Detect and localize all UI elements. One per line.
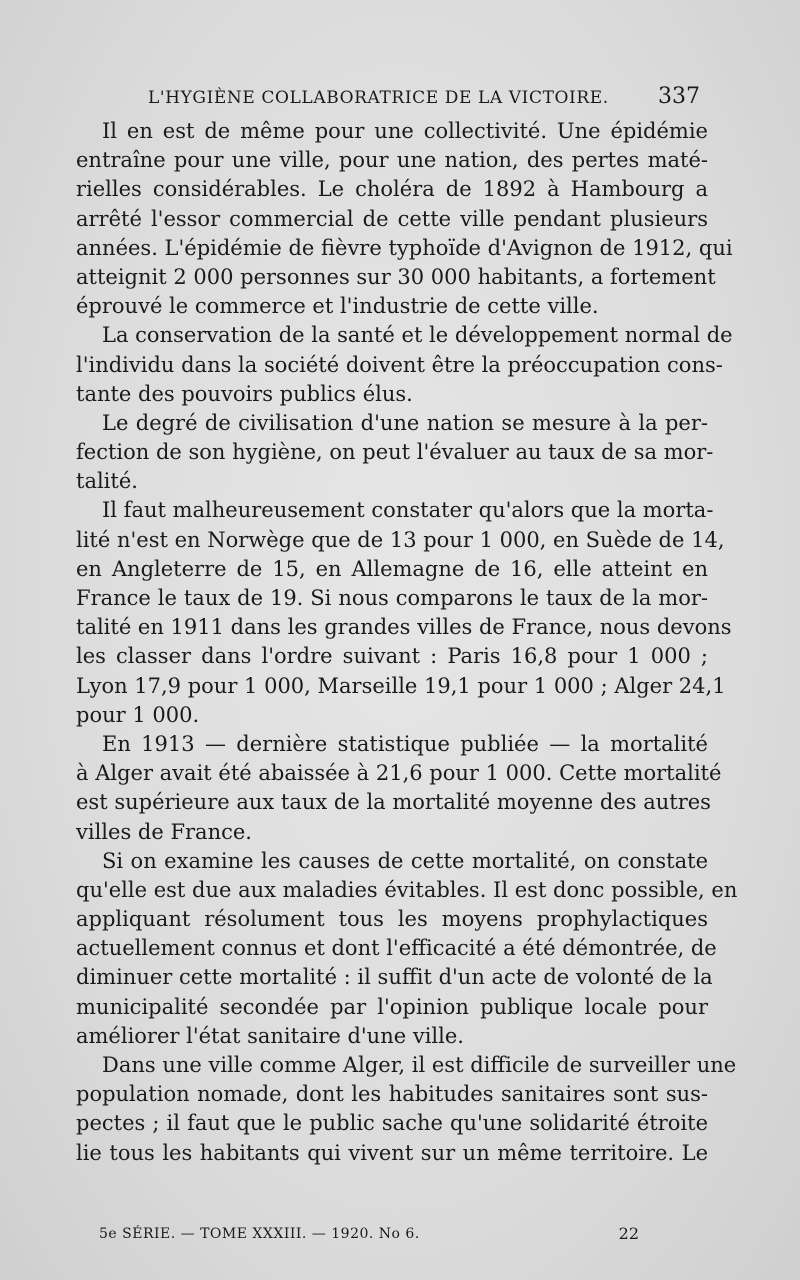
text-line: à Alger avait été abaissée à 21,6 pour 1 000. Cette mortalité xyxy=(76,761,722,786)
text-line: Lyon 17,9 pour 1 000, Marseille 19,1 pour 1 000 ; Alger 24,1 xyxy=(76,673,726,698)
text-line: Le degré de civilisation d'une nation se mesure à la per- xyxy=(102,410,708,435)
text-line: municipalité secondée par l'opinion publique locale pour xyxy=(76,994,708,1019)
text-line: actuellement connus et dont l'efficacité a été démontrée, de xyxy=(76,936,717,961)
text-line: Il en est de même pour une collectivité. Une épidémie xyxy=(102,119,708,143)
text-line: population nomade, dont les habitudes sanitaires sont sus- xyxy=(76,1082,708,1107)
text-line: pectes ; il faut que le public sache qu'une solidarité étroite xyxy=(76,1111,708,1136)
page-number: 337 xyxy=(658,84,700,109)
text-line: arrêté l'essor commercial de cette ville pendant plusieurs xyxy=(76,206,708,231)
text-line: pour 1 000. xyxy=(76,702,200,727)
text-line: En 1913 — dernière statistique publiée — la mortalité xyxy=(102,731,708,756)
text-line: entraîne pour une ville, pour une nation, des pertes maté- xyxy=(76,148,708,173)
text-line: rielles considérables. Le choléra de 1892 à Hambourg a xyxy=(76,177,708,202)
footer xyxy=(99,1224,639,1248)
text-line: Dans une ville comme Alger, il est difficile de surveiller une xyxy=(102,1053,737,1077)
body-text xyxy=(76,117,738,1168)
running-title: L'HYGIÈNE COLLABORATRICE DE LA VICTOIRE. xyxy=(148,88,609,108)
text-line: talité en 1911 dans les grandes villes de France, nous devons xyxy=(76,615,732,640)
signature-mark: 22 xyxy=(618,1224,639,1243)
running-head xyxy=(148,84,708,114)
text-line: l'individu dans la société doivent être la préoccupation cons- xyxy=(76,352,723,377)
text-line: France le taux de 19. Si nous comparons le taux de la mor- xyxy=(76,586,708,610)
text-line: Il faut malheureusement constater qu'alors que la morta- xyxy=(102,498,714,523)
text-line: en Angleterre de 15, en Allemagne de 16, elle atteint en xyxy=(76,556,708,581)
text-line: tante des pouvoirs publics élus. xyxy=(76,381,413,406)
text-line: améliorer l'état sanitaire d'une ville. xyxy=(76,1023,464,1048)
text-line: lie tous les habitants qui vivent sur un même territoire. Le xyxy=(76,1140,708,1165)
text-line: les classer dans l'ordre suivant : Paris 16,8 pour 1 000 ; xyxy=(76,644,708,669)
text-line: qu'elle est due aux maladies évitables. Il est donc possible, en xyxy=(76,877,738,902)
text-line: éprouvé le commerce et l'industrie de cette ville. xyxy=(76,294,599,319)
text-line: atteignit 2 000 personnes sur 30 000 habitants, a fortement xyxy=(76,264,716,289)
text-line: La conservation de la santé et le développement normal de xyxy=(102,323,733,348)
text-line: diminuer cette mortalité : il suffit d'un acte de volonté de la xyxy=(76,965,713,990)
text-line: villes de France. xyxy=(76,819,252,844)
text-line: fection de son hygiène, on peut l'évaluer au taux de sa mor- xyxy=(76,440,714,465)
series-info: 5e SÉRIE. — TOME XXXIII. — 1920. No 6. xyxy=(99,1226,420,1242)
text-line: appliquant résolument tous les moyens prophylactiques xyxy=(76,907,708,932)
text-line: est supérieure aux taux de la mortalité moyenne des autres xyxy=(76,790,711,815)
text-line: années. L'épidémie de fièvre typhoïde d'Avignon de 1912, qui xyxy=(76,235,733,260)
text-line: lité n'est en Norwège que de 13 pour 1 000, en Suède de 14, xyxy=(76,527,725,552)
text-line: Si on examine les causes de cette mortalité, on constate xyxy=(102,848,708,873)
text-line: talité. xyxy=(76,469,138,494)
